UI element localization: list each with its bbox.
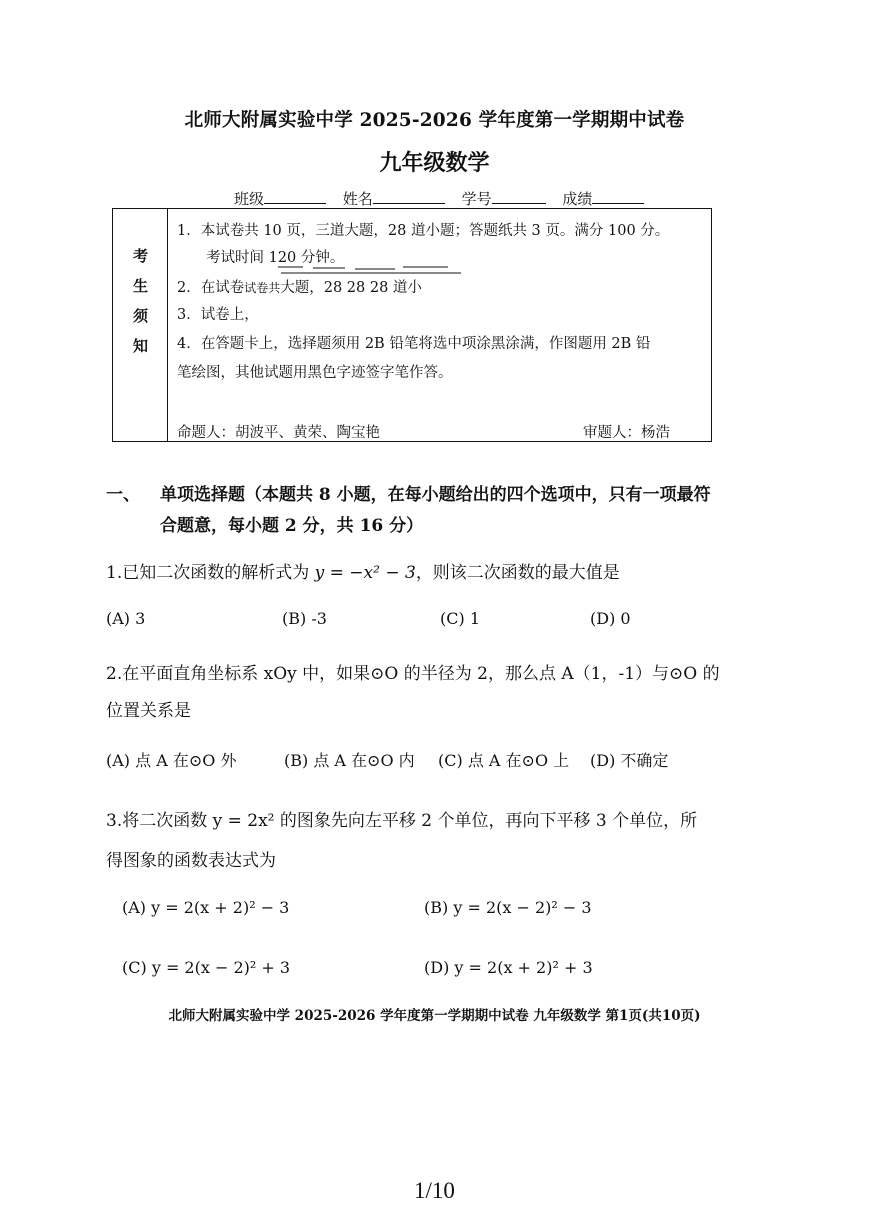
score-field[interactable]	[562, 188, 644, 209]
notice-authors: 命题人：胡波平、黄荣、陶宝艳	[177, 425, 380, 441]
question-1	[106, 558, 620, 583]
notice-line-3b: 上，	[229, 307, 259, 323]
score-label: 成绩	[562, 190, 593, 208]
notice-line-4b: 笔绘图，其他试题用黑色字迹签字笔作答。	[177, 365, 453, 381]
student-info-line	[234, 188, 656, 209]
id-field[interactable]	[462, 188, 546, 209]
question-3-line-1: 3.将二次函数 y = 2x² 的图象先向左平移 2 个单位，再向下平移 3 个单位，所	[106, 811, 698, 831]
question-3-line-2: 得图象的函数表达式为	[106, 851, 276, 871]
notice-line-2b: 试卷共	[244, 281, 281, 295]
q2-option-c[interactable]: (C) 点 A 在⊙O 上	[438, 751, 570, 770]
page-number: 1/10	[414, 1178, 455, 1203]
notice-line-4: 4．在答题卡上，选择题须用 2B 铅笔将选中项涂黑涂满，作图题用 2B 铅	[177, 336, 651, 352]
exam-title: 北师大附属实验中学 2025-2026 学年度第一学期期中试卷	[184, 110, 685, 131]
exam-notice-box	[112, 208, 712, 442]
question-2-line-2: 位置关系是	[106, 701, 191, 721]
notice-char: 考	[132, 247, 148, 265]
q3-option-a[interactable]: (A) y = 2(x + 2)² − 3	[122, 898, 290, 917]
exam-subtitle: 九年级数学	[379, 150, 490, 176]
name-field[interactable]	[343, 188, 445, 209]
q2-option-d[interactable]: (D) 不确定	[590, 751, 669, 770]
notice-line-3a: 3．试卷	[177, 307, 230, 323]
section-1-number: 一、	[106, 485, 140, 505]
scribble-lines	[113, 209, 713, 443]
name-label: 姓名	[342, 190, 373, 208]
notice-line-2c: 大题，28 28 28 道小	[280, 280, 422, 296]
q1-prefix: 1.已知二次函数的解析式为	[106, 563, 310, 583]
id-label: 学号	[461, 190, 492, 208]
q1-option-a[interactable]: (A) 3	[106, 609, 146, 628]
section-1-text: 单项选择题（本题共 8 小题，在每小题给出的四个选项中，只有一项最符合题意，每小题 2 分，共 16 分）	[160, 485, 711, 536]
notice-line-2a: 2．在试卷	[177, 280, 245, 296]
q1-option-d[interactable]: (D) 0	[590, 609, 631, 628]
q3-option-d[interactable]: (D) y = 2(x + 2)² + 3	[424, 958, 593, 977]
notice-char: 知	[132, 337, 148, 355]
q1-option-c[interactable]: (C) 1	[440, 609, 480, 628]
q3-option-b[interactable]: (B) y = 2(x − 2)² − 3	[424, 898, 592, 917]
notice-reviewer: 审题人：杨浩	[583, 425, 670, 441]
q2-option-b[interactable]: (B) 点 A 在⊙O 内	[284, 751, 415, 770]
class-field[interactable]	[234, 188, 326, 209]
q2-option-a[interactable]: (A) 点 A 在⊙O 外	[106, 751, 237, 770]
notice-char: 生	[132, 277, 148, 295]
q3-option-c[interactable]: (C) y = 2(x − 2)² + 3	[122, 958, 291, 977]
notice-line-1b: 考试时间 120 分钟。	[206, 250, 345, 266]
question-2-line-1: 2.在平面直角坐标系 xOy 中，如果⊙O 的半径为 2，那么点 A（1，-1）与⊙O 的	[106, 664, 720, 684]
q1-suffix: ，则该二次函数的最大值是	[415, 563, 620, 583]
page-footer: 北师大附属实验中学 2025-2026 学年度第一学期期中试卷 九年级数学 第1页(共10页)	[168, 1008, 701, 1024]
notice-line-1: 1．本试卷共 10 页，三道大题，28 道小题；答题纸共 3 页。满分 100 分。	[177, 223, 670, 239]
q1-option-b[interactable]: (B) -3	[282, 609, 327, 628]
notice-char: 须	[132, 307, 148, 325]
q1-formula: y = −x² − 3	[314, 563, 416, 583]
class-label: 班级	[234, 190, 265, 208]
